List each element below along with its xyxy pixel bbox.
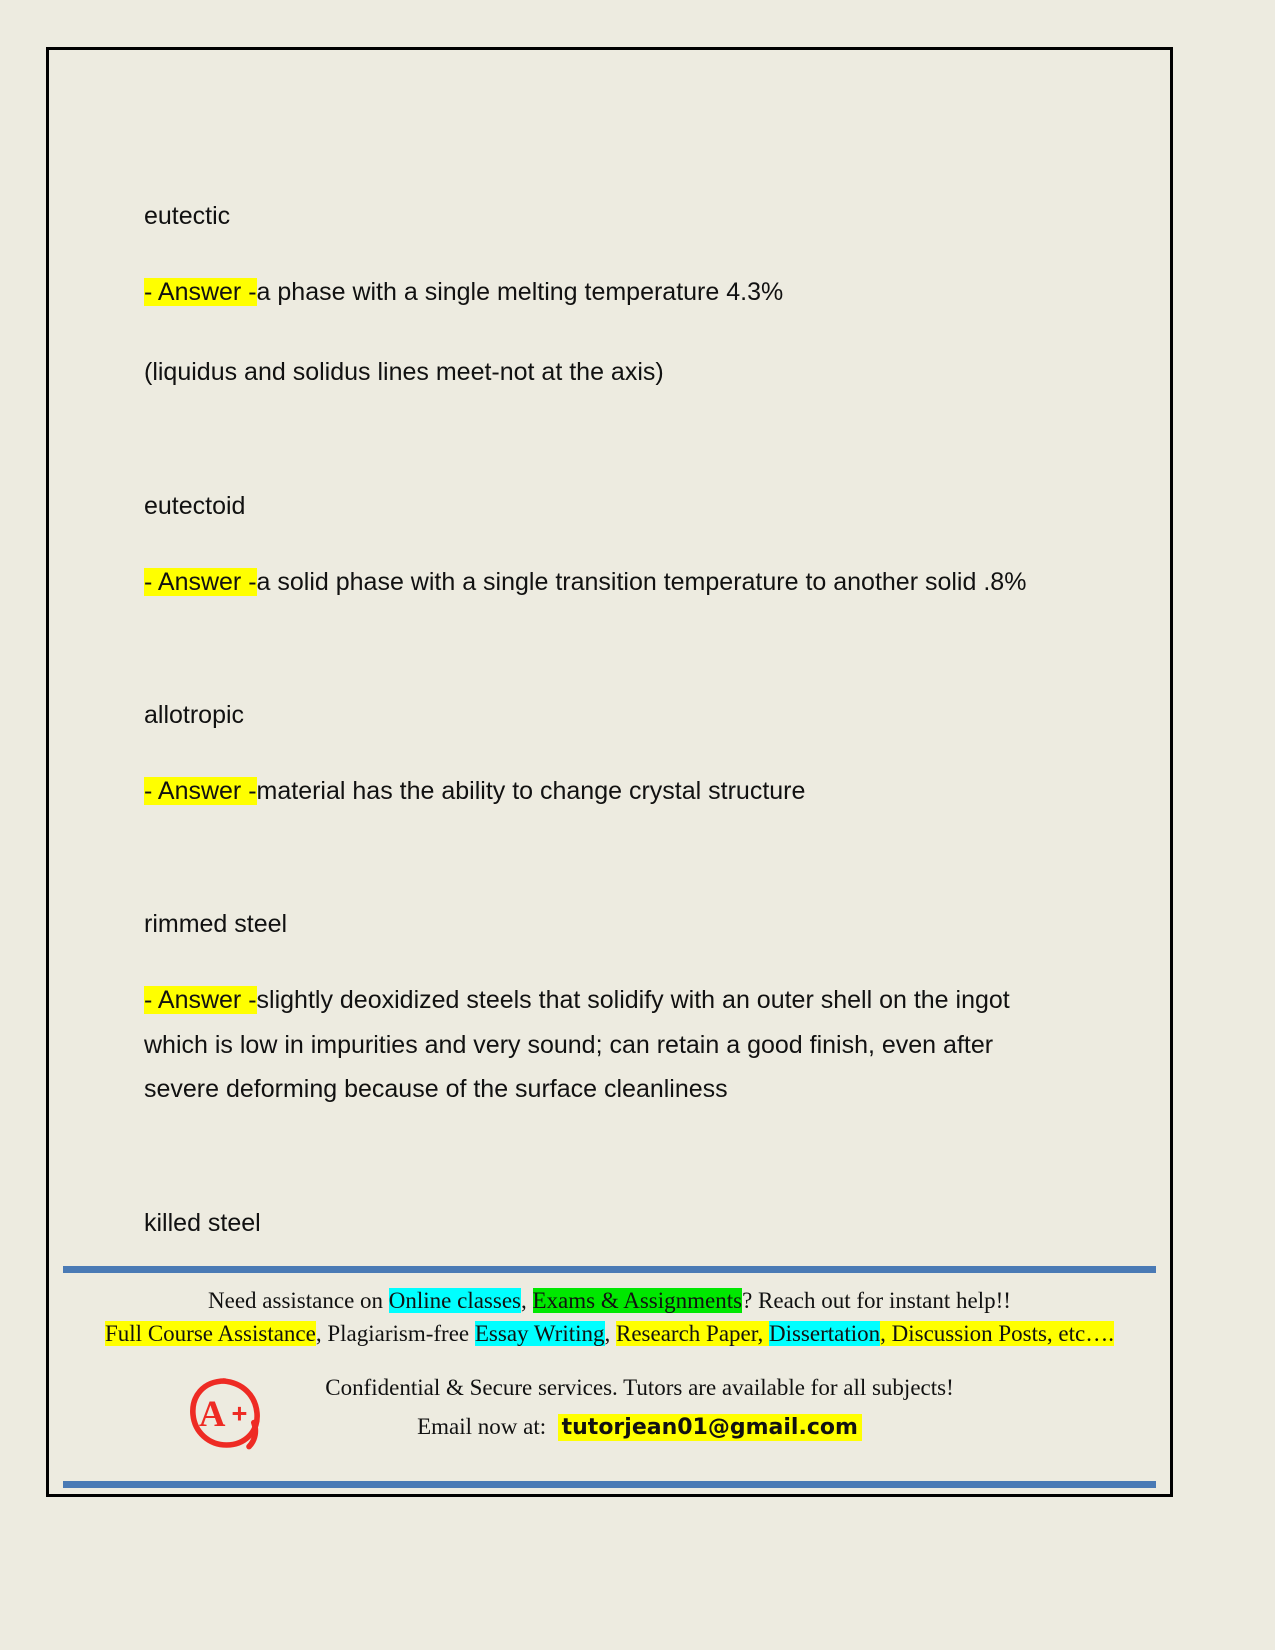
footer-body (63, 1273, 1156, 1467)
svg-text:A: A (198, 1392, 226, 1434)
term-label: rimmed steel (144, 910, 288, 939)
answer-text: a solid phase with a single transition temperature to another solid .8% (256, 567, 1027, 596)
term-label: eutectoid (144, 491, 246, 520)
answer-note: (liquidus and solidus lines meet-not at the axis) (144, 358, 664, 387)
contact-email-prefix: Email now at: (417, 1414, 547, 1440)
note-entry-killed-steel (144, 1207, 1054, 1241)
answer-tag: - Answer - (144, 986, 257, 1014)
answer-line (144, 978, 1054, 1112)
footer-divider-top (63, 1266, 1156, 1273)
term-label: eutectic (144, 202, 231, 230)
note-entry-allotropic (144, 699, 1054, 813)
answer-tag: - Answer - (144, 277, 257, 306)
answer-text: a phase with a single melting temperature 4.3% (256, 277, 784, 306)
promo-headline (63, 1285, 1156, 1316)
note-entry-rimmed-steel (144, 908, 1054, 1111)
promo-highlight-exams-assignments: Exams & Assignments (532, 1287, 743, 1313)
contact-email-line (123, 1410, 1156, 1444)
term-label: killed steel (144, 1208, 261, 1237)
note-entry-eutectoid (144, 490, 1054, 604)
contact-email-address[interactable]: tutorjean01@gmail.com (558, 1414, 862, 1441)
answer-line (144, 270, 1054, 315)
answer-text: material has the ability to change crystal structure (256, 776, 806, 805)
answer-line (144, 560, 1054, 605)
term-label: allotropic (144, 701, 245, 729)
service-research-paper: Research Paper, (616, 1320, 769, 1346)
svg-text:+: + (231, 1397, 248, 1429)
service-sep-1: , Plagiarism-free (315, 1320, 475, 1346)
footer-divider-bottom (63, 1481, 1156, 1488)
promo-text-2: , (521, 1287, 533, 1313)
document-page (46, 47, 1173, 1497)
note-entry-eutectic (144, 200, 1054, 395)
promo-highlight-online-classes: Online classes (388, 1287, 521, 1313)
service-full-course-assistance: Full Course Assistance (105, 1320, 316, 1346)
promo-text-1: Need assistance on (208, 1287, 389, 1313)
contact-tagline: Confidential & Secure services. Tutors are available for all subjects! (325, 1375, 954, 1400)
promo-services-list (63, 1318, 1156, 1349)
answer-tag: - Answer - (144, 567, 257, 596)
answer-text: slightly deoxidized steels that solidify with an outer shell on the ingot which is low in impurities and very sound; can retain a good finish, even after severe deforming because of the surface cleanliness (144, 986, 1010, 1103)
service-discussion-posts: , Discussion Posts, etc…. (880, 1320, 1114, 1346)
contact-row (63, 1371, 1156, 1457)
promo-text-3: ? Reach out for instant help!! (742, 1287, 1011, 1313)
answer-tag: - Answer - (144, 776, 257, 805)
service-essay-writing: Essay Writing (474, 1320, 605, 1346)
a-plus-grade-icon (185, 1373, 265, 1453)
promo-footer (63, 1266, 1156, 1488)
service-dissertation: Dissertation (768, 1320, 881, 1346)
study-notes-content (144, 200, 1054, 1240)
answer-line (144, 769, 1054, 814)
service-sep-2: , (604, 1320, 616, 1346)
